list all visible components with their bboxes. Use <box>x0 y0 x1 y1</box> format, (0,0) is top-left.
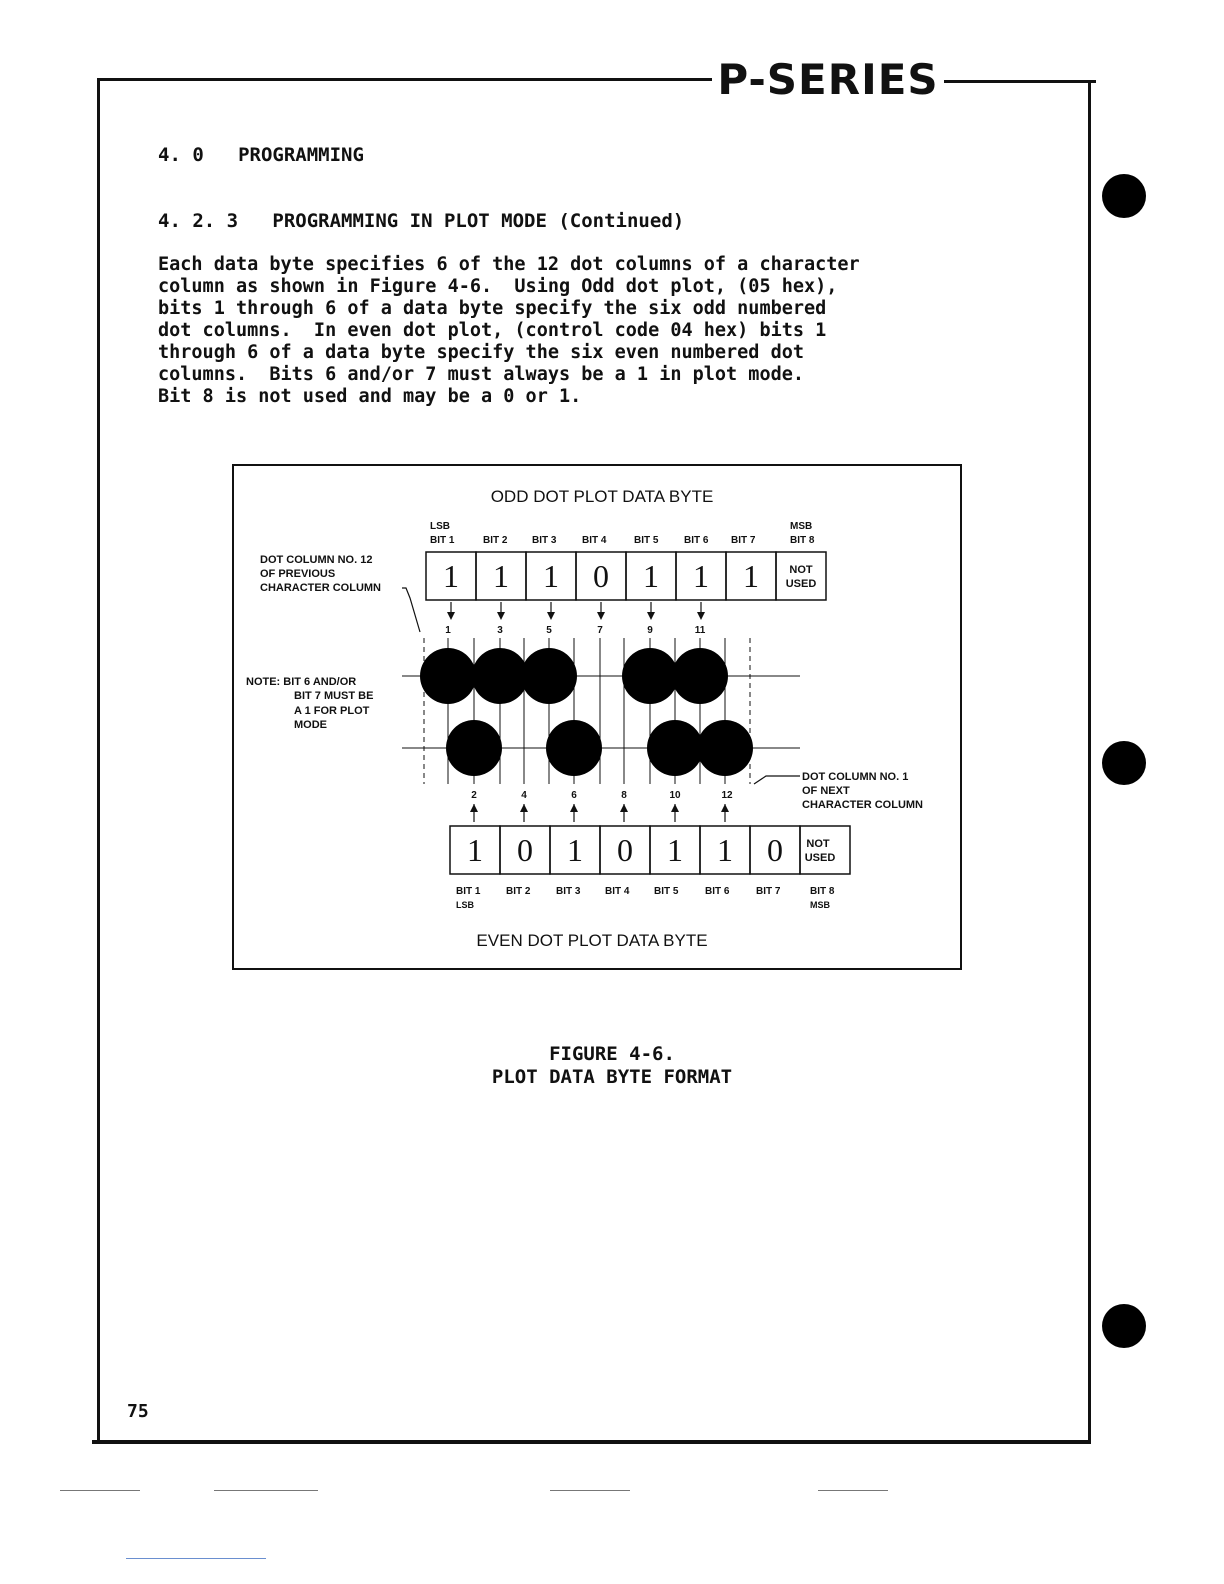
scan-artifact-line <box>550 1490 630 1491</box>
even-bit-label: BIT 2 <box>506 886 531 897</box>
section-heading: 4. 0 PROGRAMMING <box>158 144 364 166</box>
plot-dot <box>672 648 728 704</box>
even-column-number: 2 <box>471 790 477 801</box>
paragraph-line: through 6 of a data byte specify the six even numbered dot <box>158 342 805 363</box>
odd-bit-label: BIT 4 <box>582 535 607 546</box>
plot-dot <box>647 720 703 776</box>
scan-artifact-line <box>60 1490 140 1491</box>
prev-column-leader <box>402 588 420 632</box>
odd-bit-value: 1 <box>693 558 709 594</box>
plot-byte-diagram <box>234 466 962 970</box>
odd-column-number: 5 <box>546 625 552 636</box>
plot-dot <box>420 648 476 704</box>
even-column-number: 8 <box>621 790 627 801</box>
prev-column-note: DOT COLUMN NO. 12 <box>260 554 373 566</box>
even-column-number: 10 <box>669 790 681 801</box>
binder-hole-top <box>1102 174 1146 218</box>
odd-lsb-label: LSB <box>430 521 450 532</box>
even-bit-value: 0 <box>617 832 633 868</box>
odd-bit-label: BIT 6 <box>684 535 709 546</box>
frame-bottom <box>92 1440 1091 1444</box>
bit-note: BIT 7 MUST BE <box>294 690 374 702</box>
even-not-used-text: USED <box>804 852 836 864</box>
odd-column-number: 1 <box>445 625 451 636</box>
even-column-number: 4 <box>521 790 527 801</box>
even-bit-label: BIT 8 <box>810 886 835 897</box>
odd-not-used-text: USED <box>785 578 817 590</box>
odd-bit-label: BIT 1 <box>430 535 455 546</box>
plot-dot <box>622 648 678 704</box>
even-bit-value: 1 <box>567 832 583 868</box>
odd-bit-value: 1 <box>643 558 659 594</box>
odd-not-used-cell <box>776 552 826 600</box>
even-bit-label: BIT 6 <box>705 886 730 897</box>
paragraph-line: dot columns. In even dot plot, (control code 04 hex) bits 1 <box>158 320 827 341</box>
next-column-note: OF NEXT <box>802 785 850 797</box>
paragraph-line: Bit 8 is not used and may be a 0 or 1. <box>158 386 582 407</box>
odd-column-number: 9 <box>647 625 653 636</box>
paragraph-line: bits 1 through 6 of a data byte specify the six odd numbered <box>158 298 827 319</box>
brand-title: P-SERIES <box>712 54 944 106</box>
even-not-used-text: NOT <box>806 838 830 850</box>
figure-caption-number: FIGURE 4-6. <box>549 1043 675 1065</box>
subsection-heading: 4. 2. 3 PROGRAMMING IN PLOT MODE (Continued) <box>158 210 685 232</box>
odd-not-used-text: NOT <box>789 564 813 576</box>
plot-dot <box>521 648 577 704</box>
paragraph-line: Each data byte specifies 6 of the 12 dot columns of a character <box>158 254 860 275</box>
scan-artifact-line <box>126 1558 266 1559</box>
page-number: 75 <box>127 1401 149 1422</box>
odd-column-number: 3 <box>497 625 503 636</box>
next-column-leader <box>754 776 800 784</box>
even-bit-label: BIT 5 <box>654 886 679 897</box>
even-bit-value: 0 <box>767 832 783 868</box>
binder-hole-middle <box>1102 741 1146 785</box>
plot-dot <box>472 648 528 704</box>
odd-bit-value: 1 <box>493 558 509 594</box>
prev-column-note: CHARACTER COLUMN <box>260 582 381 594</box>
odd-bit-label: BIT 2 <box>483 535 508 546</box>
even-bit-label: BIT 4 <box>605 886 630 897</box>
odd-msb-label: MSB <box>790 521 813 532</box>
even-lsb-label: LSB <box>456 900 474 910</box>
odd-column-number: 7 <box>597 625 603 636</box>
binder-hole-bottom <box>1102 1304 1146 1348</box>
even-bit-value: 0 <box>517 832 533 868</box>
frame-top-left <box>97 78 717 81</box>
even-bit-label: BIT 3 <box>556 886 581 897</box>
plot-dot <box>546 720 602 776</box>
odd-bit-value: 1 <box>543 558 559 594</box>
even-column-number: 6 <box>571 790 577 801</box>
frame-right <box>1088 80 1091 1444</box>
body-paragraph <box>158 254 860 408</box>
odd-bit-label: BIT 8 <box>790 535 815 546</box>
figure-box <box>232 464 962 970</box>
odd-bit-label: BIT 7 <box>731 535 756 546</box>
scan-artifact-line <box>214 1490 318 1491</box>
frame-top-right <box>940 80 1096 83</box>
even-bit-value: 1 <box>667 832 683 868</box>
next-column-note: DOT COLUMN NO. 1 <box>802 771 909 783</box>
figure-caption-title: PLOT DATA BYTE FORMAT <box>491 1066 733 1088</box>
odd-bit-value: 1 <box>443 558 459 594</box>
odd-bit-label: BIT 5 <box>634 535 659 546</box>
odd-bit-value: 0 <box>593 558 609 594</box>
odd-column-number: 11 <box>694 625 706 636</box>
even-bit-label: BIT 7 <box>756 886 781 897</box>
scan-artifact-line <box>818 1490 888 1491</box>
prev-column-note: OF PREVIOUS <box>260 568 336 580</box>
even-bit-label: BIT 1 <box>456 886 481 897</box>
even-byte-title: EVEN DOT PLOT DATA BYTE <box>476 931 708 950</box>
odd-bit-value: 1 <box>743 558 759 594</box>
odd-byte-title: ODD DOT PLOT DATA BYTE <box>490 487 714 506</box>
bit-note: MODE <box>294 719 327 731</box>
odd-bit-label: BIT 3 <box>532 535 557 546</box>
next-column-note: CHARACTER COLUMN <box>802 799 923 811</box>
even-not-used-cell <box>800 826 850 874</box>
even-msb-label: MSB <box>810 900 830 910</box>
frame-left <box>97 78 100 1444</box>
paragraph-line: column as shown in Figure 4-6. Using Odd dot plot, (05 hex), <box>158 276 838 297</box>
plot-dot <box>446 720 502 776</box>
plot-dot <box>697 720 753 776</box>
even-bit-value: 1 <box>467 832 483 868</box>
bit-note: NOTE: BIT 6 AND/OR <box>246 676 357 688</box>
bit-note: A 1 FOR PLOT <box>294 705 370 717</box>
paragraph-line: columns. Bits 6 and/or 7 must always be a 1 in plot mode. <box>158 364 805 385</box>
even-column-number: 12 <box>721 790 733 801</box>
even-bit-value: 1 <box>717 832 733 868</box>
